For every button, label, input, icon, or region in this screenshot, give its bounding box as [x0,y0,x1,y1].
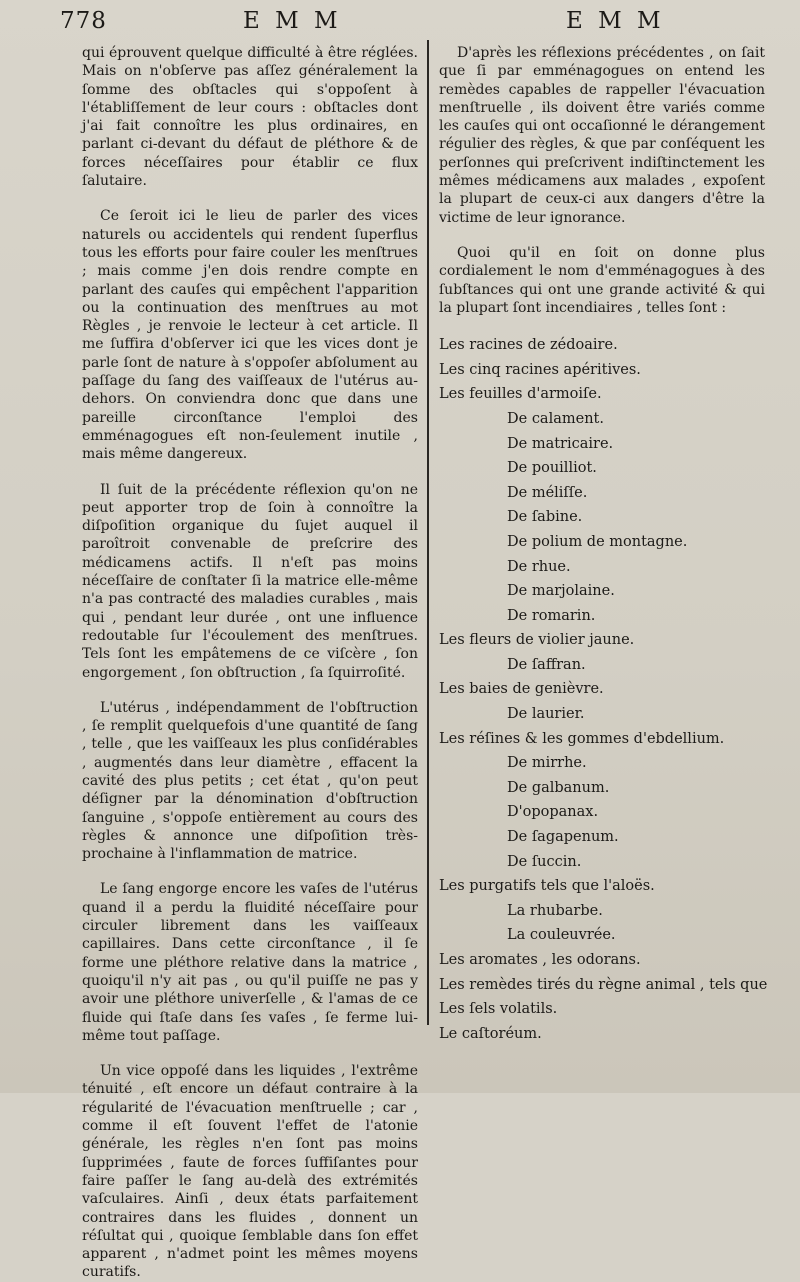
page-number: 778 [60,8,107,34]
list-item: Les fleurs de violier jaune. [439,632,635,649]
list-item: De ſaffran. [507,656,586,673]
left-column [82,44,418,1282]
list-item: Les feuilles d'armoiſe. [439,386,602,403]
list-item: De laurier. [507,706,585,723]
list-item: De matricaire. [507,435,614,452]
paragraph: D'après les réflexions précédentes , on ſait que ſi par emménagogues on entend les remèdes capables de rappeller l'évacuation menſtruelle , ils doivent être variés comme les cauſes qui ont occaſionné le dérangement régulier des règles, & que par conſéquent les perſonnes qui preſcrivent indiſtinctement les mêmes médicamens aux malades , expoſent la plupart de ceux-ci aux dangers d'être la victime de leur ignorance. [439,45,765,226]
paragraph: qui éprouvent quelque difficulté à être réglées. Mais on n'obſerve pas aſſez généralement la ſomme des obſtacles qui s'oppoſent à l'établiſſement de leur cours : obſtacles dont j'ai fait connoître les plus ordinaires, en parlant ci-devant du défaut de pléthore & de forces néceſſaires pour établir ce flux ſalutaire. [82,45,418,190]
paragraph: Quoi qu'il en ſoit on donne plus cordialement le nom d'emménagogues à des ſubſtances qui ont une grande activité & qui la plupart ſont incendiaires , telles ſont : [439,244,765,316]
list-item: De rhue. [507,558,571,575]
remedy-list [439,333,768,1046]
list-item: Les purgatifs tels que l'aloës. [439,878,655,895]
list-item: D'opopanax. [507,804,599,821]
paragraph: Il ſuit de la précédente réflexion qu'on ne peut apporter trop de ſoin à connoître la diſpoſition organique du ſujet auquel il paroîtroit convenable de preſcrire des médicamens actifs. Il n'eſt pas moins néceſſaire de conſtater ſi la matrice elle-même n'a pas contracté des maladies curables , mais qui , pendant leur durée , ont une influence redoutable ſur l'écoulement des menſtrues. Tels ſont les empâtemens de ce viſcère , ſon engorgement , ſon obſtruction , ſa ſquirroſité. [82,481,418,681]
list-item: Les remèdes tirés du règne animal , tels que [439,976,768,993]
list-item: Les aromates , les odorans. [439,952,641,968]
list-item: De romarin. [507,607,596,624]
list-item: De ſuccin. [507,853,582,870]
list-item: De méliſſe. [507,484,588,501]
list-item: La couleuvrée. [507,927,616,944]
paragraph: Le ſang engorge encore les vaſes de l'utérus quand il a perdu la fluidité néceſſaire pour circuler librement dans les vaiſſeaux capillaires. Dans cette circonſtance , il ſe forme une pléthore relative dans la matrice , quoiqu'il n'y ait pas , ou qu'il puiſſe ne pas y avoir une pléthore univerſelle , & l'amas de ce fluide qui ſtaſe dans ſes vaſes , ſe ferme lui-même tout paſſage. [82,881,418,1044]
paragraph: Ce ſeroit ici le lieu de parler des vices naturels ou accidentels qui rendent ſuperflus tous les efforts pour faire couler les menſtrues ; mais comme j'en dois rendre compte en parlant des cauſes qui empêchent l'apparition ou la continuation des menſtrues au mot Règles , je renvoie le lecteur à cet article. Il me ſuffira d'obſerver ici que les vices dont je parle ſont de nature à s'oppoſer abſolument au paſſage du ſang des vaiſſeaux de l'utérus au-dehors. On conviendra donc que dans une pareille circonſtance l'emploi des emménagogues eſt non-ſeulement inutile , mais même dangereux. [82,208,418,463]
list-item: De polium de montagne. [507,533,688,550]
list-item: De ſabine. [507,509,583,526]
right-column [439,44,768,1046]
list-item: Les ſels volatils. [439,1001,558,1018]
list-item: Les racines de zédoaire. [439,337,618,354]
list-item: De calament. [507,410,604,427]
list-item: De marjolaine. [507,583,615,600]
paragraph: L'utérus , indépendamment de l'obſtruction , ſe remplit quelquefois d'une quantité de ſang , telle , que les vaiſſeaux les plus conſidérables , augmentés dans leur diamètre , effacent la cavité des plus petits ; cet état , qu'on peut déſigner par la dénomination d'obſtruction ſanguine , s'oppoſe entièrement au cours des règles & annonce une diſpoſition très-prochaine à l'inflammation de matrice. [82,699,418,863]
running-head-right: E M M [566,8,665,34]
list-item: De mirrhe. [507,755,587,772]
list-item: De galbanum. [507,779,610,796]
list-item: La rhubarbe. [507,902,603,919]
list-item: Les réſines & les gommes d'ebdellium. [439,730,725,747]
list-item: Les baies de genièvre. [439,681,604,698]
page-header [0,0,800,40]
column-divider [427,40,429,1025]
running-head-left: E M M [243,8,342,34]
list-item: Les cinq racines apéritives. [439,361,641,378]
list-item: Le caſtoréum. [439,1025,542,1042]
paragraph: Un vice oppoſé dans les liquides , l'extrême ténuité , eſt encore un défaut contraire à la régularité de l'évacuation menſtruelle ; car , comme il eſt ſouvent l'effet de l'atonie générale, les règles n'en ſont pas moins ſupprimées , faute de forces ſuffiſantes pour faire paſſer le ſang au-delà des extrémités vaſculaires. Ainſi , deux états parfaitement contraires dans les fluides , donnent un réſultat qui , quoique ſemblable dans ſon effet apparent , n'admet point les mêmes moyens curatifs. [82,1063,418,1281]
list-item: De ſagapenum. [507,829,619,846]
list-item: De pouilliot. [507,460,597,477]
